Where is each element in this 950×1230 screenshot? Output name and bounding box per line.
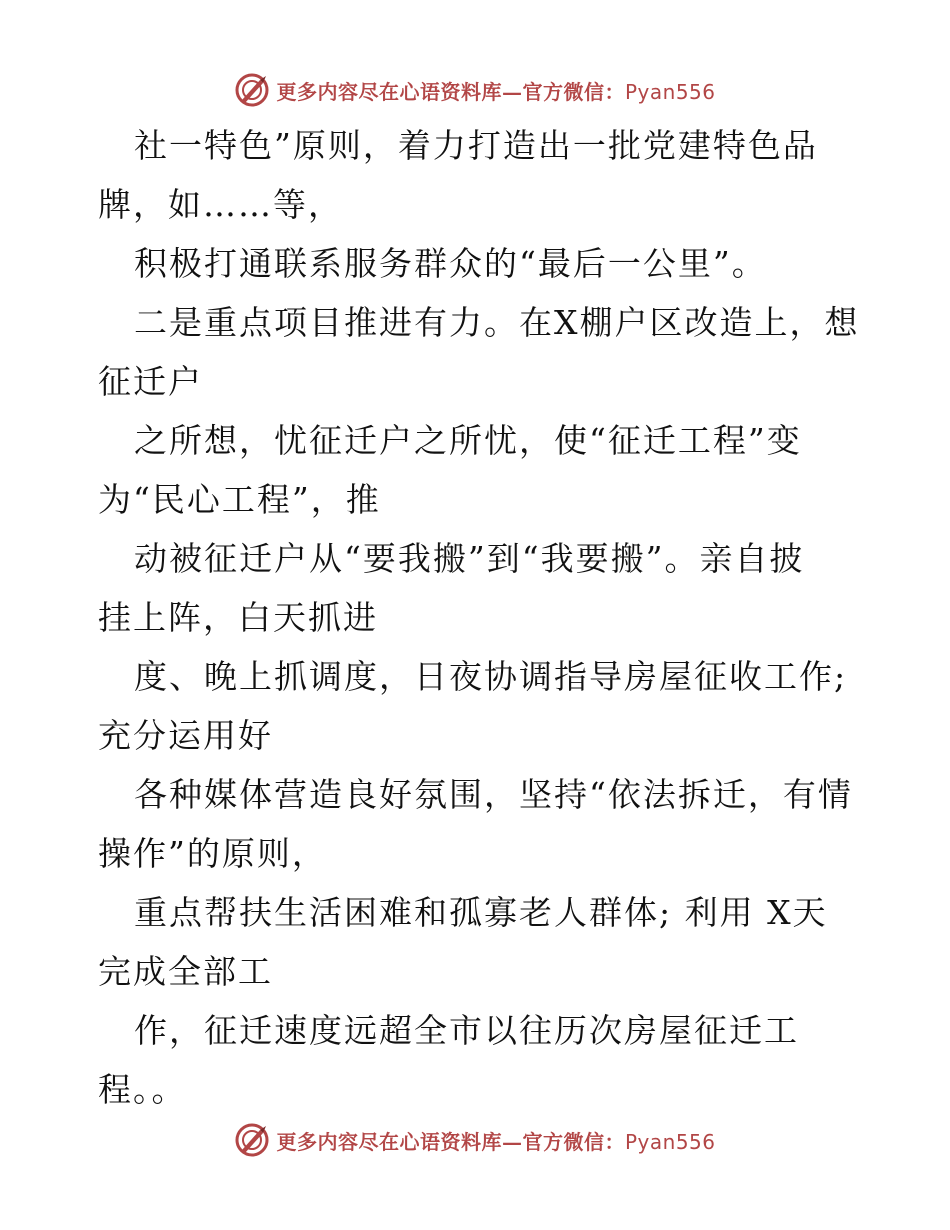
header-wechat-id: Pyan556 bbox=[624, 79, 716, 104]
text-line: 为“民心工程”，推 bbox=[98, 480, 381, 519]
text-line: 征迁户 bbox=[98, 362, 203, 401]
text-line: 充分运用好 bbox=[98, 716, 273, 755]
text-line: 程。。 bbox=[98, 1070, 187, 1109]
text-line: 操作”的原则， bbox=[98, 834, 327, 873]
footer-wechat-id: Pyan556 bbox=[624, 1129, 716, 1154]
text-line: 动被征迁户从“要我搬”到“我要搬”。亲自披 bbox=[134, 539, 805, 578]
footer-banner bbox=[0, 1122, 950, 1158]
text-line: 积极打通联系服务群众的“最后一公里”。 bbox=[134, 244, 767, 283]
header-banner bbox=[0, 72, 950, 108]
quill-logo-icon bbox=[234, 1122, 270, 1158]
text-line: 各种媒体营造良好氛围，坚持“依法拆迁，有情 bbox=[134, 775, 853, 814]
text-line: 重点帮扶生活困难和孤寡老人群体; 利用 X天 bbox=[134, 893, 828, 932]
text-line: 社一特色”原则，着力打造出一批党建特色品 bbox=[134, 126, 818, 165]
document-body bbox=[98, 116, 878, 1119]
text-line: 牌，如……等， bbox=[98, 185, 343, 224]
footer-banner-text: 更多内容尽在心语资料库—官方微信：Pyan556 bbox=[276, 1129, 716, 1154]
header-banner-text: 更多内容尽在心语资料库—官方微信：Pyan556 bbox=[276, 79, 716, 104]
text-line: 挂上阵，白天抓进 bbox=[98, 598, 378, 637]
text-line: 完成全部工 bbox=[98, 952, 273, 991]
quill-logo-icon bbox=[234, 72, 270, 108]
text-line: 作，征迁速度远超全市以往历次房屋征迁工 bbox=[134, 1011, 799, 1050]
text-line: 度、晚上抓调度，日夜协调指导房屋征收工作; bbox=[134, 657, 848, 696]
text-line: 之所想，忧征迁户之所忧，使“征迁工程”变 bbox=[134, 421, 802, 460]
text-line: 二是重点项目推进有力。在X棚户区改造上，想 bbox=[134, 303, 860, 342]
